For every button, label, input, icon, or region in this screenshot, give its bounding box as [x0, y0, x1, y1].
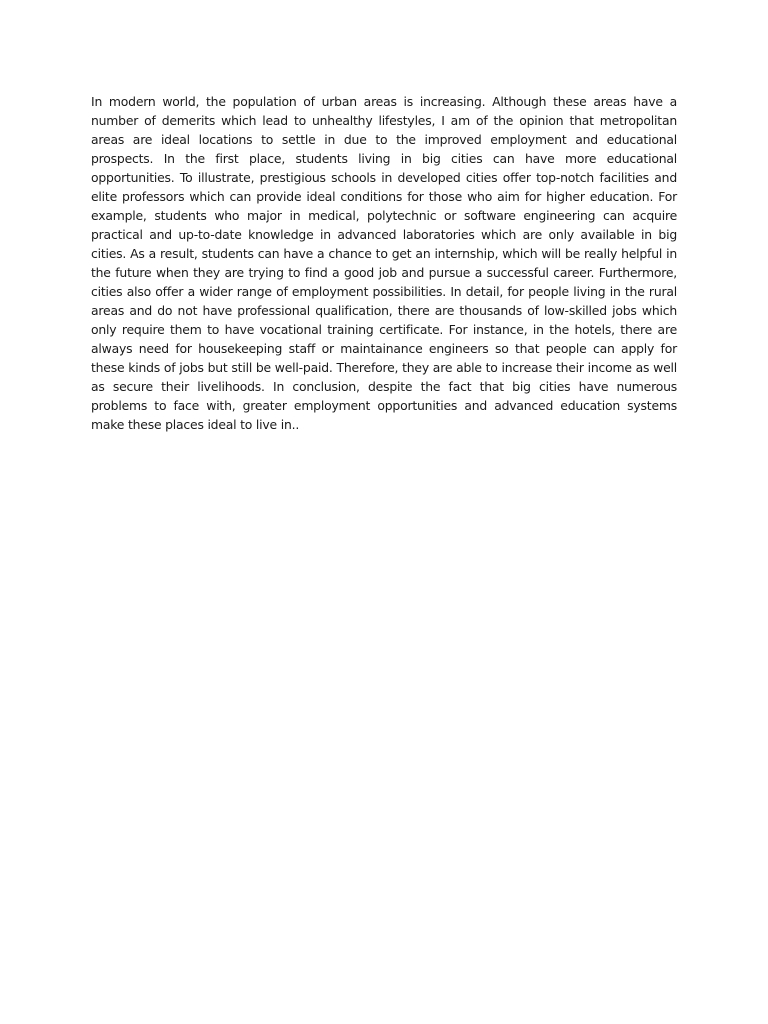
- essay-paragraph: In modern world, the population of urban areas is increasing. Although these areas have a number of demerits which lead to unhealthy lifestyles, I am of the opinion that metropolitan areas are ideal locations to settle in due to the improved employment and educational prospects. In the first place, students living in big cities can have more educational opportunities. To illustrate, prestigious schools in developed cities offer top-notch facilities and elite professors which can provide ideal conditions for those who aim for higher education. For example, students who major in medical, polytechnic or software engineering can acquire practical and up-to-date knowledge in advanced laboratories which are only available in big cities. As a result, students can have a chance to get an internship, which will be really helpful in the future when they are trying to find a good job and pursue a successful career. Furthermore, cities also offer a wider range of employment possibilities. In detail, for people living in the rural areas and do not have professional qualification, there are thousands of low-skilled jobs which only require them to have vocational training certificate. For instance, in the hotels, there are always need for housekeeping staff or maintainance engineers so that people can apply for these kinds of jobs but still be well-paid. Therefore, they are able to increase their income as well as secure their livelihoods. In conclusion, despite the fact that big cities have numerous problems to face with, greater employment opportunities and advanced education systems make these places ideal to live in..: [91, 94, 677, 432]
